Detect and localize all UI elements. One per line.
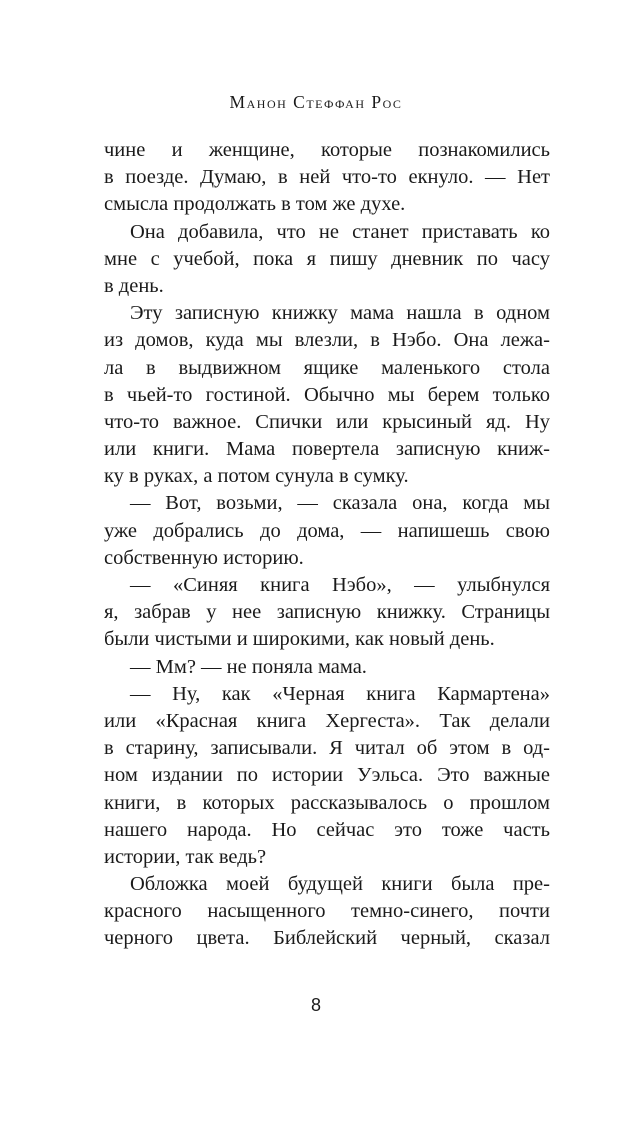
text-line: ном издании по истории Уэльса. Это важные [104,764,550,787]
text-line: что-то важное. Спички или крысиный яд. Ну [104,410,550,433]
text-line: в день. [104,274,164,297]
text-line: собственную историю. [104,546,304,569]
text-line: Эту записную книжку мама нашла в одном [130,302,550,325]
text-line: Обложка моей будущей книги была пре- [130,873,550,896]
text-line: мне с учебой, пока я пишу дневник по часу [104,247,550,270]
text-line: ку в руках, а потом сунула в сумку. [104,465,409,488]
text-line: в поезде. Думаю, в ней что-то екнуло. — Нет [104,166,550,189]
text-line: были чистыми и широкими, как новый день. [104,628,495,651]
text-line: в чьей-то гостиной. Обычно мы берем только [104,383,550,406]
text-line: — Мм? — не поняла мама. [130,655,367,678]
page-number: 8 [310,995,321,1015]
text-line: или «Красная книга Хергеста». Так делали [104,709,550,732]
text-line: в старину, записывали. Я читал об этом в од- [104,737,550,760]
text-line: я, забрав у нее записную книжку. Страницы [104,601,550,624]
running-head: Манон Стеффан Рос [229,92,403,112]
text-line: из домов, куда мы влезли, в Нэбо. Она лежа- [104,329,550,352]
text-line: черного цвета. Библейский черный, сказал [104,927,550,950]
text-line: — Ну, как «Черная книга Кармартена» [130,682,550,705]
text-line: смысла продолжать в том же духе. [104,193,406,216]
text-line: книги, в которых рассказывалось о прошлом [104,791,550,814]
text-line: или книги. Мама повертела записную книж- [104,438,550,461]
body-text [104,137,550,953]
text-line: ла в выдвижном ящике маленького стола [104,356,550,379]
text-line: — «Синяя книга Нэбо», — улыбнулся [130,574,550,596]
text-line: — Вот, возьми, — сказала она, когда мы [130,492,550,515]
text-line: чине и женщине, которые познакомились [104,139,550,161]
text-line: красного насыщенного темно-синего, почти [104,900,550,923]
text-line: уже добрались до дома, — напишешь свою [104,519,550,542]
text-line: Она добавила, что не станет приставать ко [130,220,550,243]
text-line: нашего народа. Но сейчас это тоже часть [104,818,550,841]
text-line: истории, так ведь? [104,845,267,868]
